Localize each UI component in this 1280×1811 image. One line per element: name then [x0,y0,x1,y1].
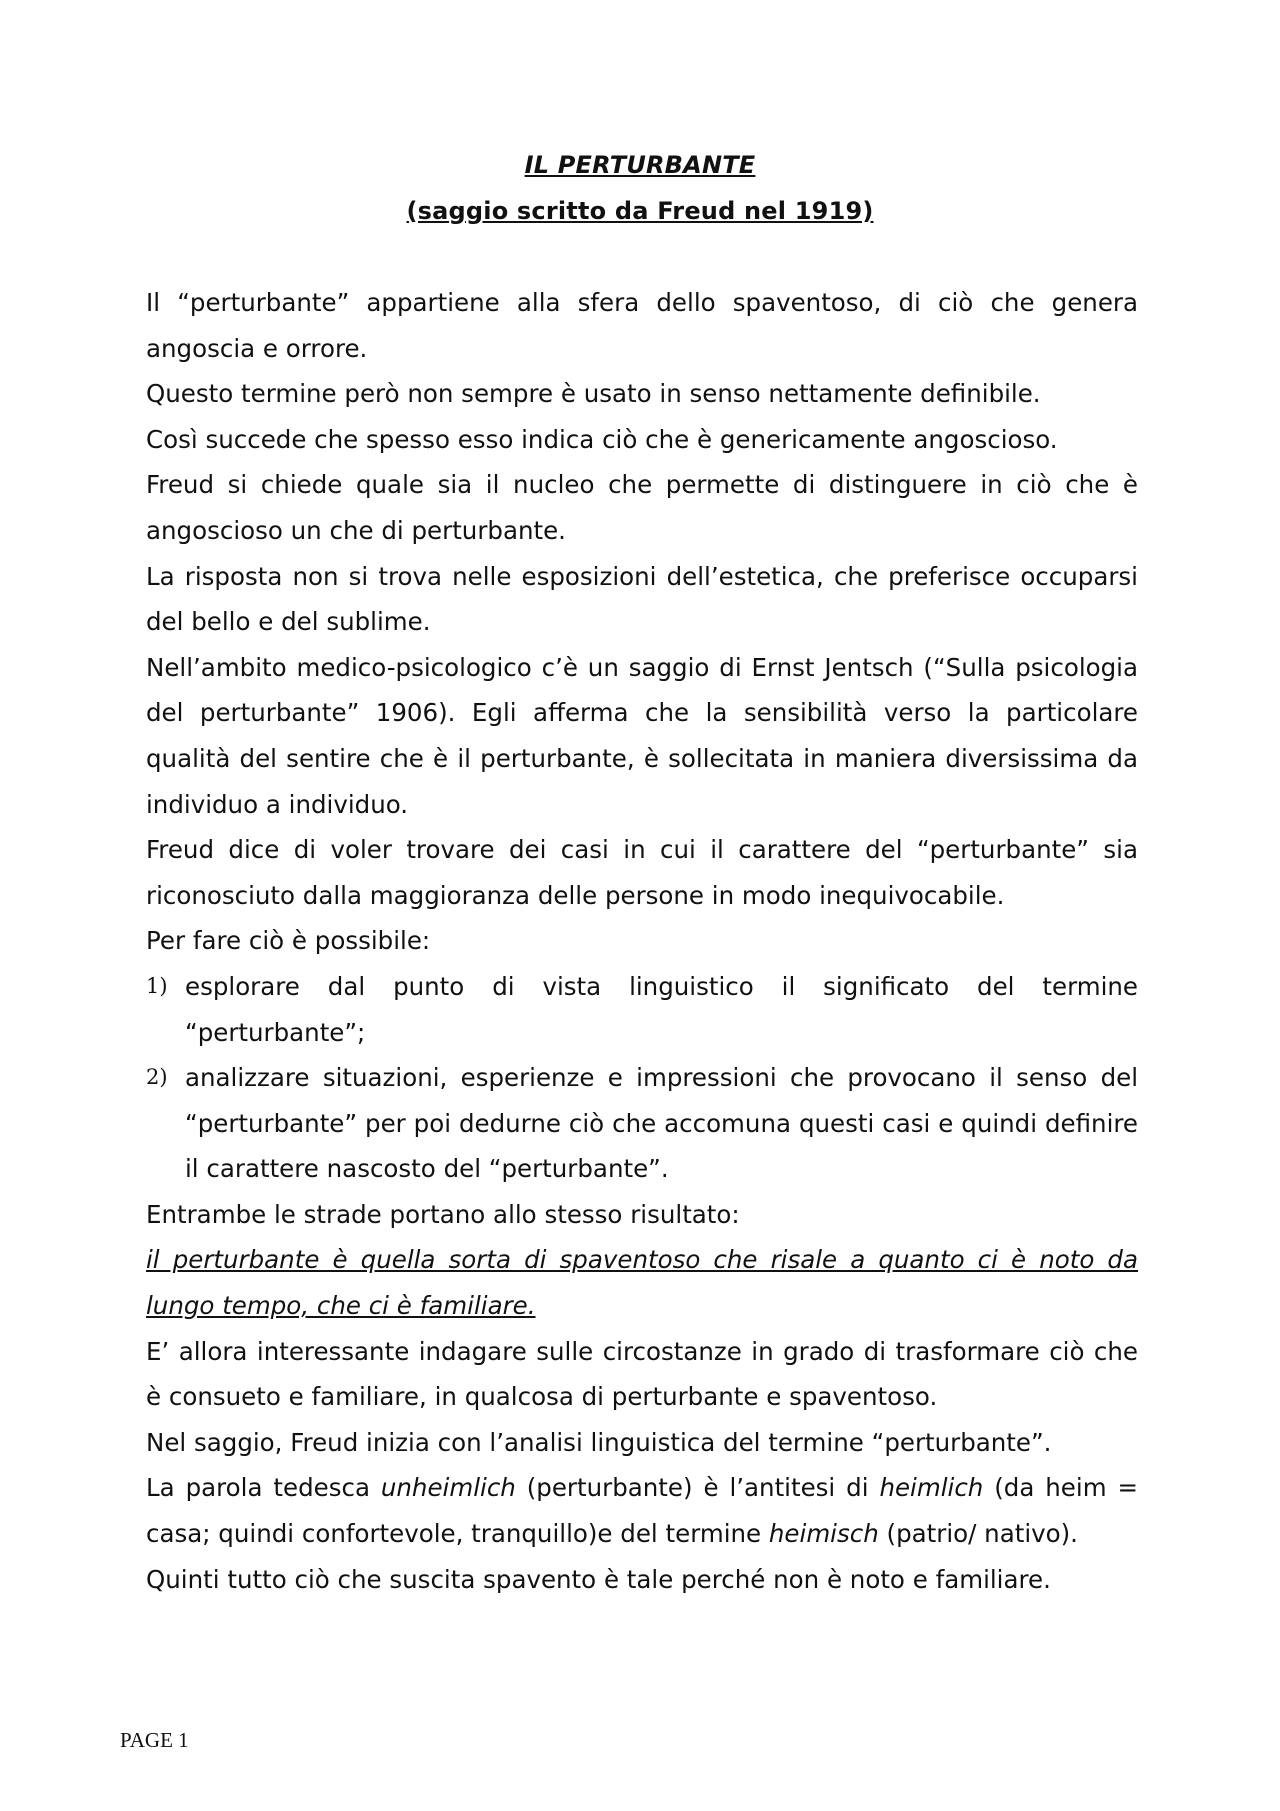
list-number: 1) [146,973,168,998]
emphasized-definition: il perturbante è quella sorta di spaventoso che risale a quanto ci è noto da lungo tempo, che ci è familiare. [146,1245,1138,1321]
document-body [146,280,1138,1602]
list-number: 2) [146,1065,168,1090]
list-item-text: esplorare dal punto di vista linguistico il significato del termine “perturbante”; [185,971,1138,1047]
text-run: (perturbante) è l’antitesi di [515,1473,880,1503]
list-item [146,1055,1138,1192]
paragraph: Questo termine però non sempre è usato in senso nettamente definibile. [146,379,1041,409]
page-number: PAGE 1 [120,1728,189,1752]
text-run: (da heim = casa; quindi confortevole, tranquillo)e del termine [146,1473,1138,1549]
document-title: IL PERTURBANTE [524,151,756,179]
paragraph: Per fare ciò è possibile: [146,926,431,956]
document-subtitle: (saggio scritto da Freud nel 1919) [406,197,874,225]
paragraph: Freud dice di voler trovare dei casi in cui il carattere del “perturbante” sia riconosciuto dalla maggioranza delle persone in modo inequivocabile. [146,835,1138,910]
paragraph: E’ allora interessante indagare sulle circostanze in grado di trasformare ciò che è consueto e familiare, in qualcosa di perturbante e spaventoso. [146,1336,1138,1412]
paragraph: Entrambe le strade portano allo stesso risultato: [146,1199,740,1229]
paragraph: Nell’ambito medico-psicologico c’è un saggio di Ernst Jentsch (“Sulla psicologia del perturbante” 1906). Egli afferma che la sensibilità verso la particolare qualità del sentire che è il perturbante, è sollecitata in maniera diversissima da individuo a individuo. [146,652,1138,819]
term-heimlich: heimlich [879,1473,984,1503]
numbered-list [146,964,1138,1192]
paragraph: Nel saggio, Freud inizia con l’analisi linguistica del termine “perturbante”. [146,1427,1052,1457]
list-item-text: analizzare situazioni, esperienze e impressioni che provocano il senso del “perturbante” per poi dedurne ciò che accomuna questi casi e quindi definire il carattere nascosto del “perturbante”. [185,1063,1138,1184]
paragraph: Freud si chiede quale sia il nucleo che permette di distinguere in ciò che è angoscioso un che di perturbante. [146,470,1138,545]
paragraph: La risposta non si trova nelle esposizioni dell’estetica, che preferisce occuparsi del bello e del sublime. [146,561,1138,637]
paragraph: Quinti tutto ciò che suscita spavento è tale perché non è noto e familiare. [146,1564,1051,1594]
list-item [146,964,1138,1055]
text-run: La parola tedesca [146,1473,381,1503]
paragraph: Il “perturbante” appartiene alla sfera dello spaventoso, di ciò che genera angoscia e orrore. [146,288,1138,363]
text-run: (patrio/ nativo). [878,1519,1078,1549]
term-heimisch: heimisch [768,1519,879,1549]
paragraph: Così succede che spesso esso indica ciò che è genericamente angoscioso. [146,424,1058,454]
term-unheimlich: unheimlich [380,1473,516,1503]
paragraph [146,1465,1138,1556]
